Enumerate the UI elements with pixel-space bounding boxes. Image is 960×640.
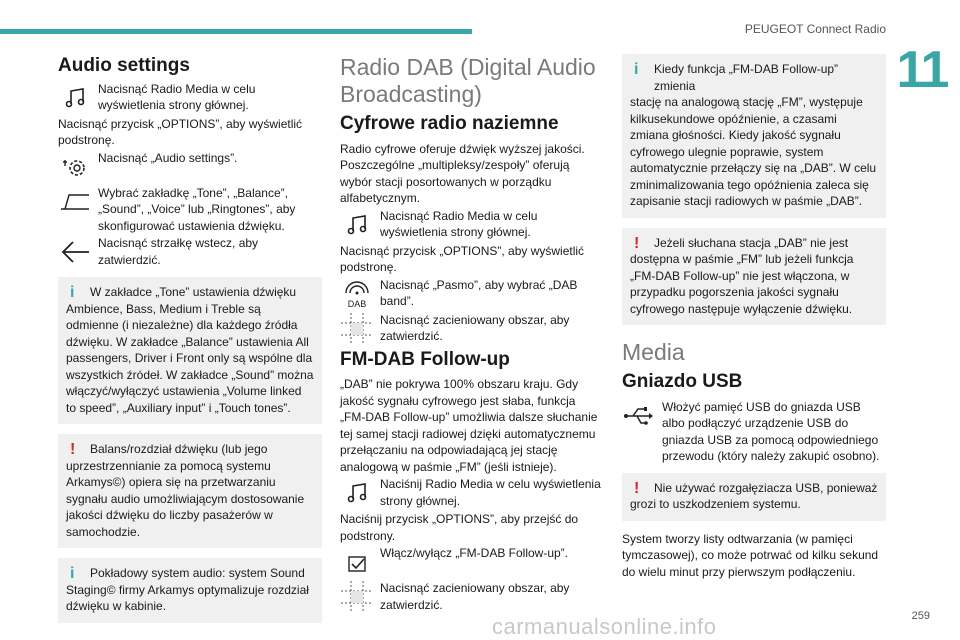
header-accent-bar bbox=[0, 29, 472, 34]
step-text: Nacisnąć strzałkę wstecz, aby zatwierdzić. bbox=[98, 236, 259, 267]
info-note-tone bbox=[58, 277, 322, 424]
dab-radio-icon bbox=[340, 277, 374, 311]
step-text: Włącz/wyłącz „FM-DAB Follow-up”. bbox=[380, 546, 569, 560]
column-radio-dab bbox=[340, 54, 604, 615]
step-text: Nacisnąć Radio Media w celu wyświetlenia strony głównej. bbox=[98, 81, 256, 112]
step-text: Włożyć pamięć USB do gniazda USB albo podłączyć urządzenie USB do gniazda USB za pomocą odpowiedniego przewodu (który należy zakupić osobno). bbox=[662, 399, 880, 463]
step-back-arrow bbox=[58, 235, 322, 269]
subsection-title-digital-radio: Cyfrowe radio naziemne bbox=[340, 113, 559, 134]
audio-settings-gear-icon bbox=[58, 150, 92, 184]
warning-icon: ! bbox=[634, 479, 640, 497]
step-text-options: Naciśnij przycisk „OPTIONS”, aby przejść do podstrony. bbox=[340, 512, 579, 543]
step-text-options: Nacisnąć przycisk „OPTIONS”, aby wyświetlić podstronę. bbox=[340, 243, 585, 274]
header-title: PEUGEOT Connect Radio bbox=[744, 22, 886, 36]
music-note-icon bbox=[340, 208, 374, 242]
dab-icon-label: DAB bbox=[347, 298, 367, 309]
column-media bbox=[622, 54, 886, 581]
step-audio-settings bbox=[58, 150, 322, 184]
warning-icon: ! bbox=[70, 441, 76, 458]
note-text: dostępna w paśmie „FM” lub jeżeli funkcja „FM-DAB Follow-up” nie jest włączona, w przypadku pogorszenia jakości sygnału cyfrowego następuje wyłączenie dźwięku. bbox=[630, 252, 854, 316]
dab-intro-text: Radio cyfrowe oferuje dźwięk wyższej jakości. Poszczególne „multipleksy/zespoły” oferują wybór stacji posortowanych w porządku alfabetycznym. bbox=[340, 141, 585, 205]
shaded-area-icon bbox=[340, 580, 374, 614]
step-insert-usb bbox=[622, 399, 886, 465]
playlist-info-text: System tworzy listy odtwarzania (w pamięci tymczasowej), co może potrwać od kilku sekund do wielu minut przy pierwszym podłączeniu. bbox=[622, 531, 879, 579]
info-icon: i bbox=[70, 284, 75, 301]
step-select-tab bbox=[58, 185, 322, 235]
info-icon: i bbox=[634, 61, 639, 78]
info-icon: i bbox=[70, 565, 75, 582]
warning-note-usb-hub bbox=[622, 473, 886, 521]
step-radio-media bbox=[340, 208, 604, 242]
chapter-number: 11 bbox=[896, 41, 948, 99]
note-text: uprzestrzennianie za pomocą systemu Arkamys©) opiera się na przetwarzaniu sygnału audio umożliwiającym dostosowanie jakości dźwięku do liczby pasażerów w samochodzie. bbox=[66, 458, 305, 539]
step-toggle-follow-up bbox=[340, 545, 604, 579]
step-text: Nacisnąć „Pasmo”, aby wybrać „DAB band”. bbox=[380, 277, 578, 308]
note-text-first: Jeżeli słuchana stacja „DAB” nie jest bbox=[654, 235, 849, 250]
step-text-options: Nacisnąć przycisk „OPTIONS”, aby wyświetlić podstronę. bbox=[58, 116, 303, 147]
info-note-follow-up-delay bbox=[622, 54, 886, 218]
subsection-title-usb: Gniazdo USB bbox=[622, 371, 743, 392]
note-text: Staging© firmy Arkamys optymalizuje rozdział dźwięku w kabinie. bbox=[66, 582, 309, 613]
step-confirm-area bbox=[340, 580, 604, 614]
step-dab-band bbox=[340, 277, 604, 311]
note-text-first: Pokładowy system audio: system Sound bbox=[90, 566, 305, 580]
warning-note-dab-unavailable bbox=[622, 228, 886, 326]
note-text: grozi to uszkodzeniem systemu. bbox=[630, 497, 801, 511]
step-text: Wybrać zakładkę „Tone”, „Balance”, „Sound”, „Voice” lub „Ringtones”, aby skonfigurować ustawienia dźwięku. bbox=[98, 185, 296, 233]
fm-dab-intro-text: „DAB” nie pokrywa 100% obszaru kraju. Gdy jakość sygnału cyfrowego jest słaba, funkcja „FM-DAB Follow-up” umożliwia dalsze słuchanie tej samej stacji radiowej dzięki automatycznemu przełączaniu na odpowiadającą jej stację analogową w paśmie „FM” (jeśli istnieje). bbox=[340, 377, 598, 474]
step-text: Nacisnąć zacieniowany obszar, aby zatwierdzić. bbox=[380, 312, 570, 343]
info-note-sound-staging bbox=[58, 558, 322, 623]
watermark: carmanualsonline.info bbox=[492, 614, 717, 639]
music-note-icon bbox=[340, 476, 374, 510]
note-text-first: Balans/rozdział dźwięku (lub jego bbox=[90, 442, 268, 456]
tab-selector-icon bbox=[58, 185, 92, 219]
note-text-first: W zakładce „Tone” ustawienia dźwięku bbox=[90, 285, 297, 299]
note-text: Ambience, Bass, Medium i Treble są odmienne (i niezależne) dla każdego źródła dźwięku. W zakładce „Balance” ustawienia All passengers, Driver i Front only są wspólne dla wszystkich źródeł. W zakładce „Sound” można włączyć/wyłączyć ustawienia „Volume linked to speed”, „Auxiliary input” i „Touch tones”. bbox=[66, 301, 314, 415]
subsection-title-fm-dab: FM-DAB Follow-up bbox=[340, 348, 510, 370]
checkbox-icon bbox=[340, 545, 374, 579]
section-title-radio-dab: Radio DAB (Digital Audio Broadcasting) bbox=[340, 54, 596, 107]
note-text-first: Kiedy funkcja „FM-DAB Follow-up” zmienia bbox=[654, 62, 839, 93]
step-radio-media-fm bbox=[340, 476, 604, 510]
step-text: Naciśnij Radio Media w celu wyświetlenia strony głównej. bbox=[380, 477, 601, 508]
section-title-media: Media bbox=[622, 339, 685, 365]
note-text-first: Nie używać rozgałęziacza USB, ponieważ bbox=[654, 480, 878, 495]
back-arrow-icon bbox=[58, 235, 92, 269]
note-text: stację na analogową stację „FM”, występuje kilkusekundowe opóźnienie, a czasami zmiana głośności. Kiedy jakość sygnału cyfrowego ulegnie poprawie, system automatycznie przełączy się na „DAB”. W celu zminimalizowania tego opóźnienia zaleca się zapisanie stacji radiowych w paśmie „DAB”. bbox=[630, 95, 877, 208]
warning-icon: ! bbox=[634, 234, 640, 252]
step-text: Nacisnąć Radio Media w celu wyświetlenia strony głównej. bbox=[380, 208, 538, 239]
usb-icon bbox=[622, 399, 656, 433]
shaded-area-icon bbox=[340, 312, 374, 346]
step-text: Nacisnąć „Audio settings”. bbox=[98, 150, 238, 165]
warning-note-balance bbox=[58, 434, 322, 548]
column-audio-settings bbox=[58, 54, 322, 633]
section-title-audio-settings: Audio settings bbox=[58, 55, 190, 76]
step-confirm-area bbox=[340, 312, 604, 346]
music-note-icon bbox=[58, 81, 92, 115]
page-number: 259 bbox=[911, 610, 930, 622]
step-radio-media bbox=[58, 81, 322, 115]
step-text: Nacisnąć zacieniowany obszar, aby zatwierdzić. bbox=[380, 581, 570, 612]
